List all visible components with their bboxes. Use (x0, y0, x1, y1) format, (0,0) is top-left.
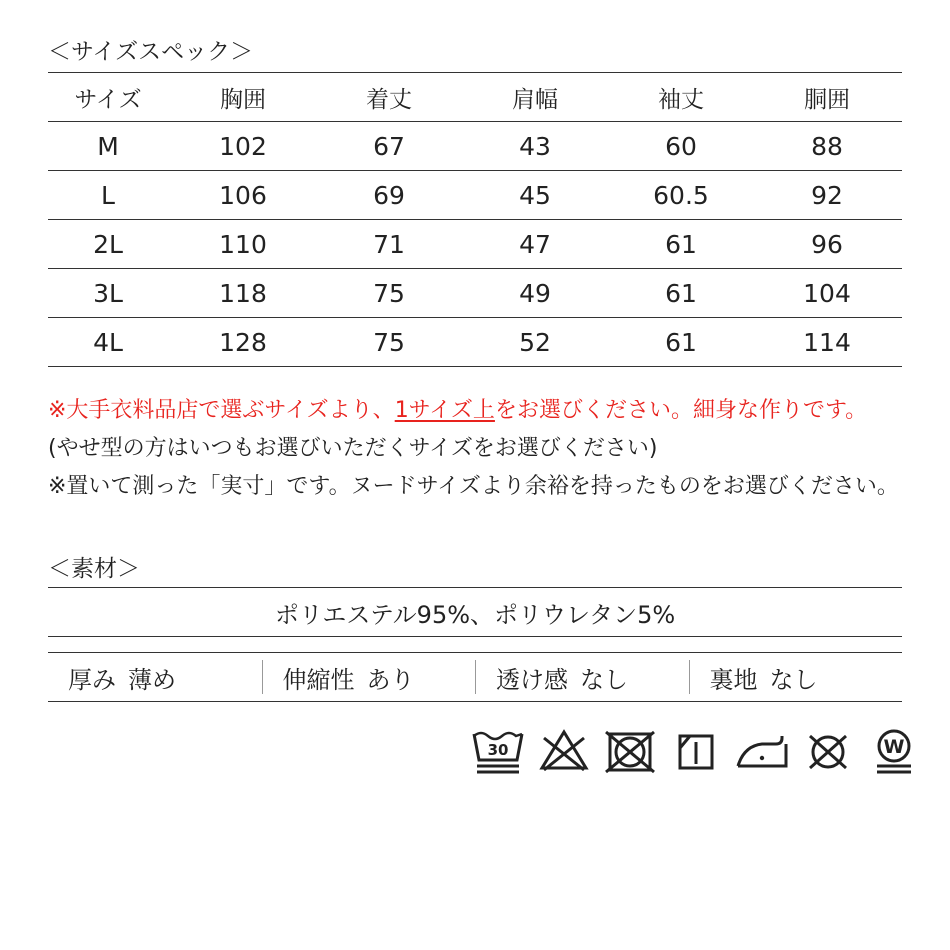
care-label-icons (462, 722, 924, 782)
header-waist: 胴囲 (752, 73, 902, 122)
cell-sleeve: 60 (610, 122, 752, 171)
table-row (48, 171, 902, 220)
cell-length: 67 (318, 122, 460, 171)
wet-clean-letter: W (883, 736, 905, 758)
cell-size: M (48, 122, 168, 171)
no-tumble-dry-icon (600, 722, 660, 782)
cell-size: 3L (48, 269, 168, 318)
size-notes (48, 392, 899, 506)
cell-sleeve: 61 (610, 269, 752, 318)
cell-chest: 106 (168, 171, 318, 220)
table-row (48, 269, 902, 318)
cell-shoulder: 52 (460, 318, 610, 367)
line-dry-shade-icon (666, 722, 726, 782)
table-row (48, 220, 902, 269)
cell-length: 69 (318, 171, 460, 220)
header-length: 着丈 (318, 73, 460, 122)
size-spec-heading: ＜サイズスペック＞ (48, 39, 254, 65)
header-sleeve: 袖丈 (610, 73, 752, 122)
header-size: サイズ (48, 73, 168, 122)
property-value: なし (769, 665, 818, 694)
property-lining (689, 660, 903, 694)
cell-waist: 114 (752, 318, 902, 367)
property-value: なし (580, 665, 628, 694)
property-label: 透け感 (496, 665, 568, 694)
size-spec-table (48, 72, 902, 367)
cell-length: 75 (318, 269, 460, 318)
cell-length: 71 (318, 220, 460, 269)
cell-size: L (48, 171, 168, 220)
note-size-advice (48, 392, 899, 430)
fabric-properties (48, 652, 902, 702)
property-stretch (262, 660, 476, 694)
cell-waist: 92 (752, 171, 902, 220)
table-row (48, 122, 902, 171)
cell-chest: 128 (168, 318, 318, 367)
property-value: 薄め (128, 665, 176, 694)
cell-size: 2L (48, 220, 168, 269)
cell-shoulder: 45 (460, 171, 610, 220)
note-measurement: ※置いて測った「実寸」です。ヌードサイズより余裕を持ったものをお選びください。 (48, 474, 899, 499)
material-heading: ＜素材＞ (48, 556, 140, 582)
property-label: 裏地 (709, 665, 758, 694)
cell-shoulder: 47 (460, 220, 610, 269)
cell-sleeve: 61 (610, 220, 752, 269)
cell-sleeve: 61 (610, 318, 752, 367)
iron-low-icon (732, 722, 792, 782)
cell-waist: 88 (752, 122, 902, 171)
table-header-row (48, 73, 902, 122)
cell-sleeve: 60.5 (610, 171, 752, 220)
wash-temp-label: 30 (487, 741, 509, 759)
note-size-advice-pre: ※大手衣料品店で選ぶサイズより、 (48, 398, 395, 423)
wash-30-icon (468, 722, 528, 782)
header-chest: 胸囲 (168, 73, 318, 122)
wet-clean-icon (864, 722, 924, 782)
cell-shoulder: 49 (460, 269, 610, 318)
property-sheerness (475, 660, 689, 694)
header-shoulder: 肩幅 (460, 73, 610, 122)
property-value: あり (366, 665, 415, 694)
no-dry-clean-icon (798, 722, 858, 782)
property-label: 伸縮性 (282, 665, 355, 694)
no-bleach-icon (534, 722, 594, 782)
property-thickness (48, 660, 262, 694)
cell-waist: 104 (752, 269, 902, 318)
cell-waist: 96 (752, 220, 902, 269)
note-size-advice-post: をお選びください。細身な作りです。 (494, 398, 868, 423)
note-slim-body: (やせ型の方はいつもお選びいただくサイズをお選びください) (48, 436, 658, 461)
cell-chest: 110 (168, 220, 318, 269)
cell-chest: 102 (168, 122, 318, 171)
fabric-composition: ポリエステル95%、ポリウレタン5% (48, 587, 902, 637)
cell-size: 4L (48, 318, 168, 367)
property-label: 厚み (68, 665, 116, 694)
cell-shoulder: 43 (460, 122, 610, 171)
cell-length: 75 (318, 318, 460, 367)
note-size-advice-emphasis: 1サイズ上 (394, 398, 495, 423)
table-row (48, 318, 902, 367)
cell-chest: 118 (168, 269, 318, 318)
